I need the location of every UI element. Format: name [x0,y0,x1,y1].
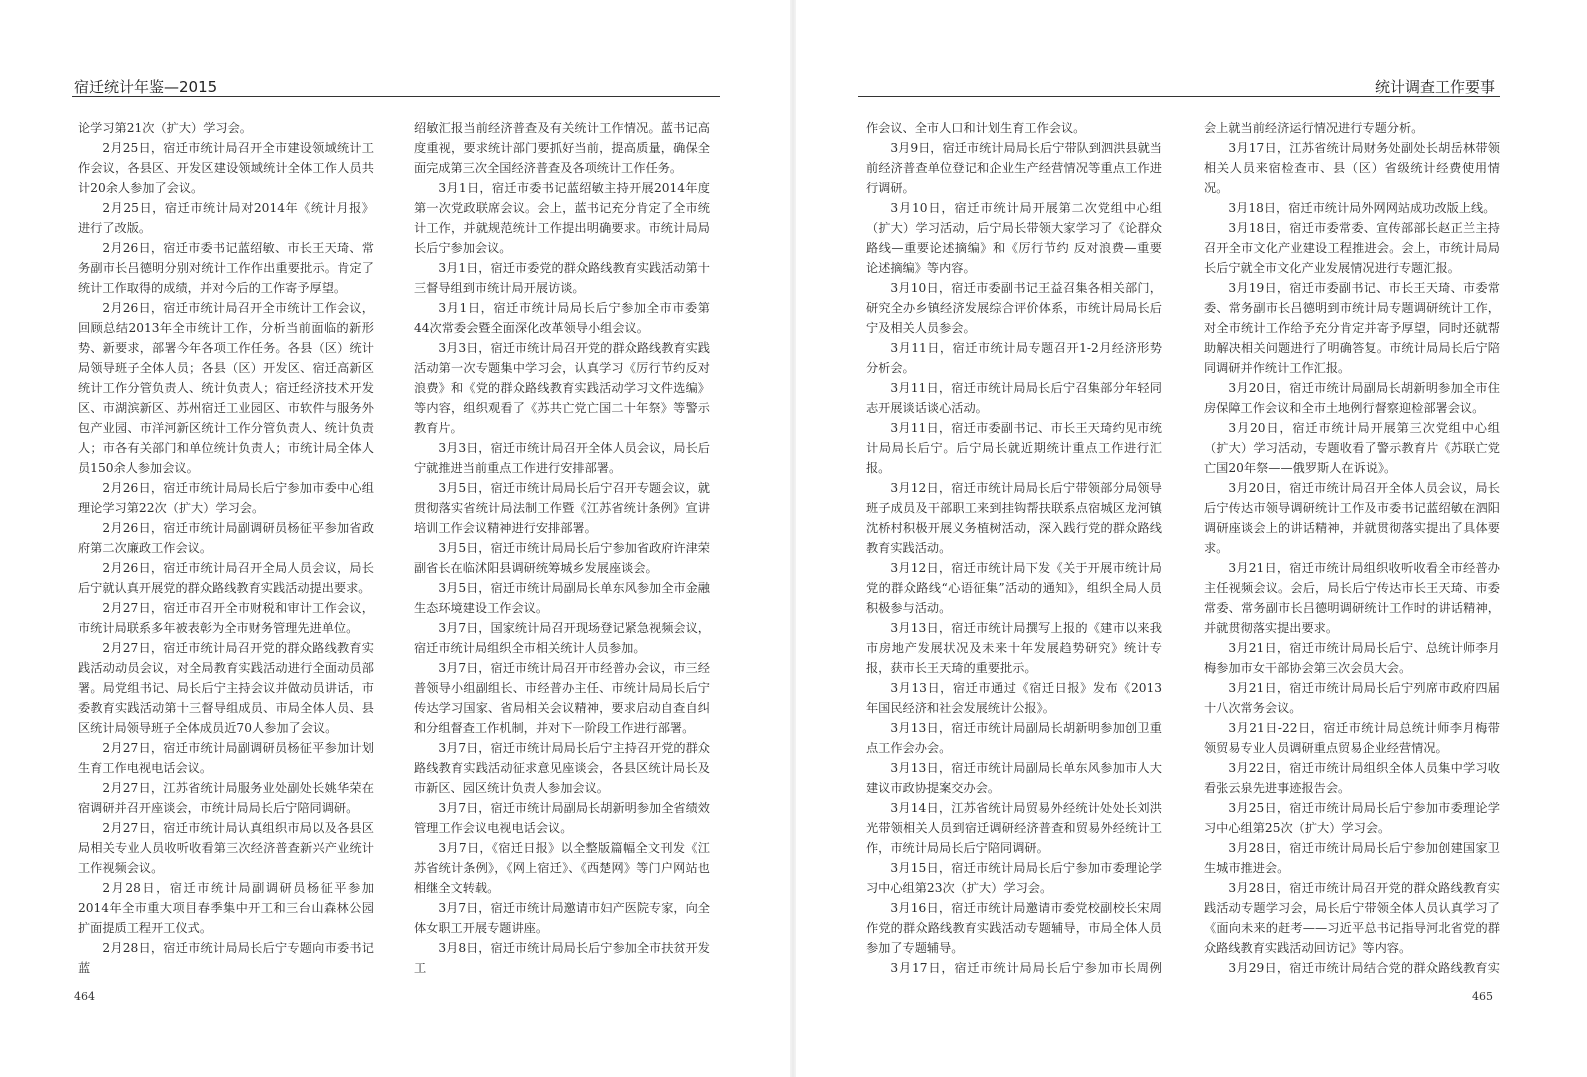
chronicle-entry: 3月1日，宿迁市委党的群众路线教育实践活动第十三督导组到市统计局开展访谈。 [414,261,710,295]
left-page-column-2 [414,118,710,976]
chronicle-entry: 3月9日，宿迁市统计局局长后宁带队到泗洪县就当前经济普查单位登记和企业生产经营情况等重点工作进行调研。 [866,141,1162,195]
chronicle-entry: 3月3日，宿迁市统计局召开全体人员会议，局长后宁就推进当前重点工作进行安排部署。 [414,441,710,475]
chronicle-entry: 2月28日，宿迁市统计局副调研员杨征平参加2014年全市重大项目春季集中开工和三台山森林公园扩面提质工程开工仪式。 [78,881,374,935]
chronicle-entry: 2月25日，宿迁市统计局召开全市建设领域统计工作会议，各县区、开发区建设领域统计全体工作人员共计20余人参加了会议。 [78,141,374,195]
chronicle-entry: 3月1日，宿迁市统计局局长后宁参加全市市委第44次常委会暨全面深化改革领导小组会议。 [414,301,710,335]
left-page-column-1 [78,118,374,976]
running-head-left: 宿迁统计年鉴—2015 [74,78,218,96]
chronicle-entry: 3月15日，宿迁市统计局局长后宁参加市委理论学习中心组第23次（扩大）学习会。 [866,861,1162,895]
chronicle-entry: 2月26日，宿迁市委书记蓝绍敏、市长王天琦、常务副市长吕德明分别对统计工作作出重要批示。肯定了统计工作取得的成绩，并对今后的工作寄予厚望。 [78,241,374,295]
running-head-right: 统计调查工作要事 [1374,78,1495,96]
chronicle-entry: 会上就当前经济运行情况进行专题分析。 [1204,121,1424,135]
chronicle-entry: 3月20日，宿迁市统计局召开全体人员会议，局长后宁传达市领导调研统计工作及市委书记蓝绍敏在泗阳调研座谈会上的讲话精神，并就贯彻落实提出了具体要求。 [1204,481,1500,555]
chronicle-entry: 3月11日，宿迁市统计局局长后宁召集部分年轻同志开展谈话谈心活动。 [866,381,1162,415]
chronicle-entry: 2月26日，宿迁市统计局副调研员杨征平参加省政府第二次廉政工作会议。 [78,521,374,555]
chronicle-entry: 3月5日，宿迁市统计局局长后宁参加省政府许津荣副省长在临沭阳县调研统筹城乡发展座谈会。 [414,541,710,575]
chronicle-entry: 3月22日，宿迁市统计局组织全体人员集中学习收看张云泉先进事迹报告会。 [1204,761,1500,795]
chronicle-entry: 3月21日，宿迁市统计局组织收听收看全市经普办主任视频会议。会后，局长后宁传达市长王天琦、市委常委、常务副市长吕德明调研统计工作时的讲话精神，并就贯彻落实提出要求。 [1204,561,1500,635]
chronicle-entry: 3月3日，宿迁市统计局召开党的群众路线教育实践活动第一次专题集中学习会，认真学习《厉行节约反对浪费》和《党的群众路线教育实践活动学习文件选编》等内容，组织观看了《苏共亡党亡国二十年祭》等警示教育片。 [414,341,710,435]
chronicle-entry: 2月26日，宿迁市统计局局长后宁参加市委中心组理论学习第22次（扩大）学习会。 [78,481,374,515]
chronicle-entry: 3月21日-22日，宿迁市统计局总统计师李月梅带领贸易专业人员调研重点贸易企业经营情况。 [1204,721,1500,755]
chronicle-entry: 3月12日，宿迁市统计局局长后宁带领部分局领导班子成员及干部职工来到挂钩帮扶联系点宿城区龙河镇沈桥村积极开展义务植树活动，深入践行党的群众路线教育实践活动。 [866,481,1162,555]
chronicle-entry: 2月28日，宿迁市统计局局长后宁专题向市委书记蓝 [78,941,374,975]
chronicle-entry: 3月18日，宿迁市委常委、宣传部部长赵正兰主持召开全市文化产业建设工程推进会。会上，市统计局局长后宁就全市文化产业发展情况进行专题汇报。 [1204,221,1500,275]
chronicle-entry: 3月7日，宿迁市统计局副局长胡新明参加全省绩效管理工作会议电视电话会议。 [414,801,710,835]
chronicle-entry: 2月26日，宿迁市统计局召开全市统计工作会议，回顾总结2013年全市统计工作，分析当前面临的新形势、新要求，部署今年各项工作任务。各县（区）统计局领导班子全体人员；各县（区）开发区、宿迁高新区统计工作分管负责人、统计负责人；宿迁经济技术开发区、市湖滨新区、苏州宿迁工业园区、市软件与服务外包产业园、市洋河新区统计工作分管负责人、统计负责人；市各有关部门和单位统计负责人；市统计局全体人员150余人参加会议。 [78,301,374,475]
chronicle-entry: 3月29日，宿迁市统计局结合党的群众路线教育实 [1228,961,1500,975]
chronicle-entry: 3月7日，宿迁市统计局召开市经普办会议，市三经普领导小组副组长、市经普办主任、市统计局局长后宁传达学习国家、省局相关会议精神，要求启动自查自纠和分组督查工作机制，并对下一阶段工作进行部署。 [414,661,710,735]
chronicle-entry: 3月11日，宿迁市委副书记、市长王天琦约见市统计局局长后宁。后宁局长就近期统计重点工作进行汇报。 [866,421,1162,475]
chronicle-entry: 2月27日，宿迁市统计局认真组织市局以及各县区局相关专业人员收听收看第三次经济普查新兴产业统计工作视频会议。 [78,821,374,875]
chronicle-entry: 3月13日，宿迁市通过《宿迁日报》发布《2013年国民经济和社会发展统计公报》。 [866,681,1162,715]
chronicle-entry: 3月20日，宿迁市统计局副局长胡新明参加全市住房保障工作会议和全市土地例行督察迎检部署会议。 [1204,381,1500,415]
chronicle-entry: 3月10日，宿迁市统计局开展第二次党组中心组（扩大）学习活动，后宁局长带领大家学习了《论群众路线—重要论述摘编》和《厉行节约 反对浪费—重要论述摘编》等内容。 [866,201,1162,275]
chronicle-entry: 3月28日，宿迁市统计局召开党的群众路线教育实践活动专题学习会，局长后宁带领全体人员认真学习了《面向未来的赶考——习近平总书记指导河北省党的群众路线教育实践活动回访记》等内容。 [1204,881,1500,955]
chronicle-entry: 3月16日，宿迁市统计局邀请市委党校副校长宋周作党的群众路线教育实践活动专题辅导，市局全体人员参加了专题辅导。 [866,901,1162,955]
chronicle-entry: 3月21日，宿迁市统计局局长后宁列席市政府四届十八次常务会议。 [1204,681,1500,715]
chronicle-entry: 3月14日，江苏省统计局贸易外经统计处处长刘洪光带领相关人员到宿迁调研经济普查和贸易外经统计工作，市统计局局长后宁陪同调研。 [866,801,1162,855]
chronicle-entry: 作会议、全市人口和计划生育工作会议。 [866,121,1086,135]
chronicle-entry: 3月7日，宿迁市统计局局长后宁主持召开党的群众路线教育实践活动征求意见座谈会，各县区统计局长及市新区、园区统计负责人参加会议。 [414,741,710,795]
right-page-column-1 [866,118,1162,976]
chronicle-entry: 绍敏汇报当前经济普查及有关统计工作情况。蓝书记高度重视，要求统计部门要抓好当前，提高质量，确保全面完成第三次全国经济普查及各项统计工作任务。 [414,121,710,175]
chronicle-entry: 2月27日，宿迁市召开全市财税和审计工作会议，市统计局联系多年被表彰为全市财务管理先进单位。 [78,601,374,635]
chronicle-entry: 3月5日，宿迁市统计局副局长单东风参加全市金融生态环境建设工作会议。 [414,581,710,615]
chronicle-entry: 2月25日，宿迁市统计局对2014年《统计月报》进行了改版。 [78,201,374,235]
chronicle-entry: 3月13日，宿迁市统计局副局长胡新明参加创卫重点工作会办会。 [866,721,1162,755]
chronicle-entry: 3月12日，宿迁市统计局下发《关于开展市统计局党的群众路线“心语征集”活动的通知》，组织全局人员积极参与活动。 [866,561,1162,615]
chronicle-entry: 3月1日，宿迁市委书记蓝绍敏主持开展2014年度第一次党政联席会议。会上，蓝书记充分肯定了全市统计工作，并就规范统计工作提出明确要求。市统计局局长后宁参加会议。 [414,181,710,255]
left-page [0,0,793,1077]
right-page [794,0,1587,1077]
chronicle-entry: 3月25日，宿迁市统计局局长后宁参加市委理论学习中心组第25次（扩大）学习会。 [1204,801,1500,835]
header-rule-right [858,96,1500,97]
chronicle-entry: 3月17日，宿迁市统计局局长后宁参加市长周例 [890,961,1162,975]
chronicle-entry: 3月19日，宿迁市委副书记、市长王天琦、市委常委、常务副市长吕德明到市统计局专题调研统计工作，对全市统计工作给予充分肯定并寄予厚望，同时还就帮助解决相关问题进行了明确答复。市统计局局长后宁陪同调研并作统计工作汇报。 [1204,281,1500,375]
chronicle-entry: 2月27日，宿迁市统计局副调研员杨征平参加计划生育工作电视电话会议。 [78,741,374,775]
chronicle-entry: 2月26日，宿迁市统计局召开全局人员会议，局长后宁就认真开展党的群众路线教育实践活动提出要求。 [78,561,374,595]
header-rule-left [72,96,720,97]
chronicle-entry: 3月17日，江苏省统计局财务处副处长胡岳林带领相关人员来宿检查市、县（区）省级统计经费使用情况。 [1204,141,1500,195]
chronicle-entry: 论学习第21次（扩大）学习会。 [78,121,252,135]
chronicle-entry: 3月5日，宿迁市统计局局长后宁召开专题会议，就贯彻落实省统计局法制工作暨《江苏省统计条例》宣讲培训工作会议精神进行安排部署。 [414,481,710,535]
chronicle-entry: 3月8日，宿迁市统计局局长后宁参加全市扶贫开发工 [414,941,710,975]
chronicle-entry: 3月7日，《宿迁日报》以全整版篇幅全文刊发《江苏省统计条例》，《网上宿迁》、《西楚网》等门户网站也相继全文转载。 [414,841,710,895]
chronicle-entry: 3月13日，宿迁市统计局撰写上报的《建市以来我市房地产发展状况及未来十年发展趋势研究》统计专报，获市长王天琦的重要批示。 [866,621,1162,675]
chronicle-entry: 3月11日，宿迁市统计局专题召开1-2月经济形势分析会。 [866,341,1162,375]
chronicle-entry: 3月7日，宿迁市统计局邀请市妇产医院专家，向全体女职工开展专题讲座。 [414,901,710,935]
page-number-right: 465 [1472,990,1493,1003]
chronicle-entry: 2月27日，江苏省统计局服务业处副处长姚华荣在宿调研并召开座谈会，市统计局局长后宁陪同调研。 [78,781,374,815]
chronicle-entry: 3月18日，宿迁市统计局外网网站成功改版上线。 [1228,201,1496,215]
page-number-left: 464 [74,990,95,1003]
right-page-column-2 [1204,118,1500,976]
chronicle-entry: 3月20日，宿迁市统计局开展第三次党组中心组（扩大）学习活动，专题收看了警示教育片《苏联亡党亡国20年祭——俄罗斯人在诉说》。 [1204,421,1500,475]
chronicle-entry: 2月27日，宿迁市统计局召开党的群众路线教育实践活动动员会议，对全局教育实践活动进行全面动员部署。局党组书记、局长后宁主持会议并做动员讲话，市委教育实践活动第十三督导组成员、市局全体人员、县区统计局领导班子全体成员近70人参加了会议。 [78,641,374,735]
chronicle-entry: 3月7日，国家统计局召开现场登记紧急视频会议，宿迁市统计局组织全市相关统计人员参加。 [414,621,710,655]
chronicle-entry: 3月10日，宿迁市委副书记王益召集各相关部门，研究全办乡镇经济发展综合评价体系，市统计局局长后宁及相关人员参会。 [866,281,1162,335]
chronicle-entry: 3月13日，宿迁市统计局副局长单东风参加市人大建议市政协提案交办会。 [866,761,1162,795]
chronicle-entry: 3月21日，宿迁市统计局局长后宁、总统计师李月梅参加市女干部协会第三次会员大会。 [1204,641,1500,675]
chronicle-entry: 3月28日，宿迁市统计局局长后宁参加创建国家卫生城市推进会。 [1204,841,1500,875]
